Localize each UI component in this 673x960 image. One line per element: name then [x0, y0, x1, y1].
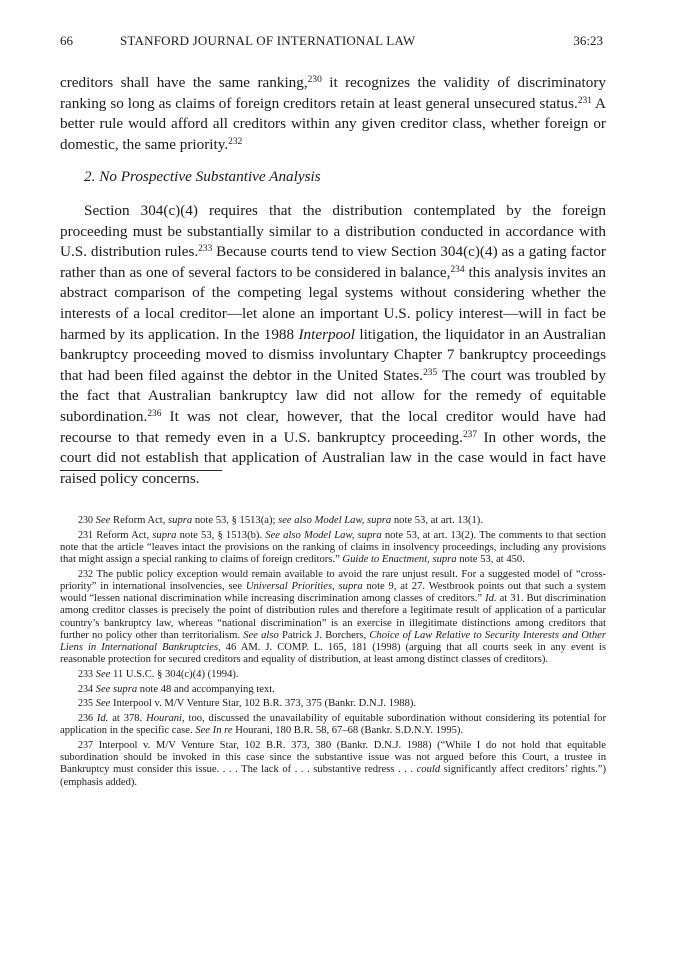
paragraph-2: Section 304(c)(4) requires that the distribution contemplated by the foreign proceeding must be substantially similar to a distribution conducted in accordance with U.S. distribution rules.$^{233}$ Because courts tend to view Section 304(c)(4) as a gating factor rather than as one of several factors to be considered in balance,$^{234}$ this analysis invites an abstract comparison of the competing legal systems without considering whether the interests of a local creditor—let alone an important U.S. policy interest—will in fact be harmed by its application. In the 1988 Interpool litigation, the liquidator in an Australian bankruptcy proceeding moved to dismiss involuntary Chapter 7 bankruptcy proceedings that had been filed against the debtor in the United States.$^{235}$ The court was troubled by the fact that Australian bankruptcy law did not allow for the remedy of equitable subordination.$^{236}$ It was not clear, however, that the local creditor would have had recourse to that remedy even in a U.S. bankruptcy proceeding.$^{237}$ In other words, the court did not establish that application of Australian law in the case would in fact have raised policy concerns. — [60, 201, 606, 487]
footnote-234: 234 See supra note 48 and accompanying text. — [78, 683, 275, 695]
page-number: 66 — [60, 33, 73, 48]
journal-title: STANFORD JOURNAL OF INTERNATIONAL LAW — [120, 33, 416, 48]
volume-number: 36:23 — [573, 33, 603, 48]
footnotes — [60, 515, 606, 791]
footnote-232: 232 The public policy exception would remain available to avoid the rare unjust result. For a suggested model of “cross-priority” in international insolvencies, see Universal Priorities, supra note 9, at 27. Westbrook points out that such a system would “lessen national discrimination while increasing discrimination among classes of creditors.” Id. at 31. But discrimination among creditor classes is precisely the point of distribution rules and therefore a legitimate result of application of a particular country’s bankruptcy law, whereas “national discrimination” is an exercise in illegitimate distinctions among creditors that further no policy other than territorialism. See also Patrick J. Borchers, Choice of Law Relative to Security Interests and Other Liens in International Bankruptcies, 46 AM. J. COMP. L. 165, 181 (1998) (arguing that all courts seek in any event is reasonable protection for secured creditors and equality of distribution, at least among distinct classes of creditors). — [60, 568, 606, 666]
footnote-ref-235: 235 — [423, 367, 438, 378]
paragraph-1: creditors shall have the same ranking,$^{230}$ it recognizes the validity of discriminatory ranking so long as claims of foreign creditors retain at least general unsecured status.$^{231}$ A better rule would afford all creditors within any given creditor class, whether foreign or domestic, the same priority.$^{232}$ — [60, 74, 607, 153]
running-header — [60, 33, 603, 51]
section-subheading: 2. No Prospective Substantive Analysis — [84, 168, 321, 186]
footnote-231: 231 Reform Act, supra note 53, § 1513(b). See also Model Law, supra note 53, at art. 13(2). The comments to that section note that the article “leaves intact the provisions on the ranking of claims in insolvency proceedings, including any provisions that might assign a special ranking to claims of foreign creditors.” Guide to Enactment, supra note 53, at 450. — [60, 529, 606, 566]
footnote-ref-233: 233 — [198, 243, 213, 254]
footnote-235: 235 See Interpool v. M/V Venture Star, 102 B.R. 373, 375 (Bankr. D.N.J. 1988). — [78, 698, 417, 710]
main-text — [60, 73, 606, 489]
footnote-ref-231: 231 — [577, 95, 592, 106]
footnote-230: 230 See Reform Act, supra note 53, § 1513(a); see also Model Law, supra note 53, at art. 13(1). — [78, 515, 483, 526]
footnote-ref-234: 234 — [450, 264, 465, 275]
footnote-236: 236 Id. at 378. Hourani, too, discussed the unavailability of equitable subordination without considering its potential for application in the specific case. See In re Hourani, 180 B.R. 58, 67–68 (Bankr. S.D.N.Y. 1995). — [60, 713, 606, 737]
footnote-divider — [60, 470, 222, 471]
footnote-237: 237 Interpool v. M/V Venture Star, 102 B.R. 373, 380 (Bankr. D.N.J. 1988) (“While I do not hold that equitable subordination should be invoked in this case since the substantive issue was not argued before this Court, a trustee in Bankruptcy must consider this issue. . . . The lack of . . . substantive redress . . . could significantly affect creditors’ rights.”) (emphasis added). — [60, 739, 606, 788]
footnote-ref-232: 232 — [228, 136, 243, 147]
footnote-ref-236: 236 — [147, 408, 162, 419]
footnote-ref-230: 230 — [307, 74, 322, 85]
case-name: Interpool — [298, 325, 355, 343]
footnote-ref-237: 237 — [462, 429, 478, 440]
footnote-233: 233 See 11 U.S.C. § 304(c)(4) (1994). — [78, 668, 239, 680]
